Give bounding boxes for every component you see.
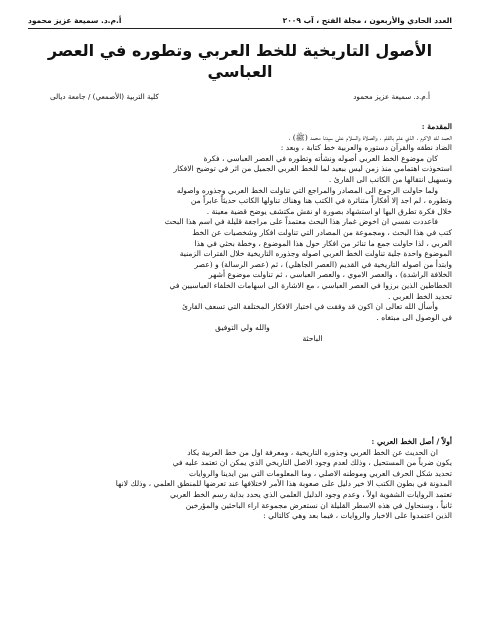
intro-line: كتب في هذا البحث ، ومجموعة من المصادر التي تناولت افكار وشخصيات عن الخط: [192, 227, 452, 237]
section-one-line: ان الحديث عن الخط العربي وجذوره التاريخية ، ومعرفة اول من خط العربية يكاد: [187, 447, 438, 457]
intro-line: وتطوره ، لم اجد إلا أفكاراً متناثرة في الكتب هنا وهناك تناولها الكاتب حديثاً عابراً من: [190, 196, 452, 206]
section-one-heading: أولاً / أصل الخط العربي :: [371, 437, 452, 446]
intro-line: استحوذت اهتمامي منذ زمن ليس ببعيد لما للخط العربي الجميل من اثر في توضيح الافكار: [173, 164, 452, 174]
intro-line: وابتدأ من اصوله التاريخية في القديم (العصر الجاهلي) ، ثم (عصر الرسالة) و (عصر: [194, 259, 452, 269]
introduction-section: [33, 122, 452, 344]
byline-author: أ.م.د. سميعة عزيز محمود: [353, 92, 430, 101]
section-one: [33, 437, 452, 522]
section-one-line: المدونة في بطون الكتب الا خير دليل على صعوبة هذا الأمر لاختلافها عند تعرضها للمنطق العلمي ، وذلك لانها: [115, 479, 452, 489]
paper-title: الأصول التاريخية للخط العربي وتطوره في العصر العباسي: [47, 41, 433, 81]
section-one-line: ثانياً ، وسنحاول في هذه الاسطر القليلة ان نستعرض مجموعة اراء الباحثين والمؤرخين: [185, 500, 452, 510]
intro-line: الموضوع واحدة جلية تناولت الخط العربي اصوله وجذوره التاريخية خلال الفترات الزمنية: [179, 249, 452, 259]
byline: [50, 92, 430, 101]
intro-line: في الوصول الى مبتغاه .: [376, 312, 452, 322]
intro-line: وتسهيل انتقالها من الكاتب الى القارئ .: [328, 174, 452, 184]
byline-affiliation: كلية التربية (الأصمعي) / جامعة ديالى: [50, 92, 159, 101]
header-issue: العدد الحادي والأربعون ، مجلة الفتح ، آب ٢٠٠٩: [282, 15, 452, 25]
intro-line: الخلافة الراشدة) ، والعصر الاموي ، والعصر العباسي ، ثم تناولت موضوع أشهر: [208, 270, 452, 280]
header-rule: [28, 28, 452, 29]
intro-line: كان موضوع الخط العربي أصوله ونشأته وتطوره في العصر العباسي ، فكرة: [203, 153, 438, 163]
intro-line: الحمد لله الاكرم ، الذي علم بالقلم ، والصلاة والسلام على سيدنا محمد (ﷺ) ،: [288, 132, 452, 142]
section-one-line: تعتمد الروايات الشفوية اولاً ، وعدم وجود الدليل العلمي الذي يحدد بداية رسم الخط العربي: [169, 489, 452, 499]
intro-heading: المقدمة :: [421, 122, 452, 131]
intro-line: فاعددت نفسي ان اخوض غمار هذا البحث معتمداً على مراجعة قليلة في اسم هذا البحث: [164, 217, 438, 227]
intro-line: خلال فكرة تطرق اليها او استشهاد بصورة او نقش مكتشف يوضح قضية معينة .: [206, 206, 452, 216]
intro-line: تحديد الخط العربي .: [387, 291, 452, 301]
header-author: أ.م.د. سميعة عزيز محمود: [28, 15, 122, 25]
intro-line: العربي ، لذا حاولت جمع ما تناثر من افكار حول هذا الموضوع ، وخطة بحثي في هذا: [194, 238, 452, 248]
intro-signature: الباحثة: [302, 333, 323, 343]
intro-closing: والله ولي التوفيق: [215, 323, 270, 333]
section-one-line: تحديد شكل الحرف العربي وموطنه الاصلي ، وما المعلومات التي بين ايدينا والروايات: [188, 468, 452, 478]
intro-line: الخطاطين الذين برزوا في العصر العباسي ، مع الاشارة الى اسهامات الخلفاء العباسيين في: [169, 280, 452, 290]
running-header: [28, 13, 452, 27]
section-one-line: الذين اعتمدوا على الاخبار والروايات ، فيما بعد وهي كالتالي :: [263, 511, 452, 521]
intro-line: ولما حاولت الرجوع الى المصادر والمراجع التي تناولت الخط العربي وجذوره واصوله: [176, 185, 438, 195]
intro-line: الضاد نطقه والقرآن دستوره والعربية خط كتابة ، وبعد :: [280, 143, 452, 153]
section-one-line: يكون ضرباً من المستحيل ، وذلك لعدم وجود الاصل التاريخي الذي يمكن ان تعتمد عليه في: [172, 458, 452, 468]
intro-line: وأسأل الله تعالى ان اكون قد وفقت في اختيار الافكار المختلفة التي تسعف القارئ: [182, 302, 438, 312]
